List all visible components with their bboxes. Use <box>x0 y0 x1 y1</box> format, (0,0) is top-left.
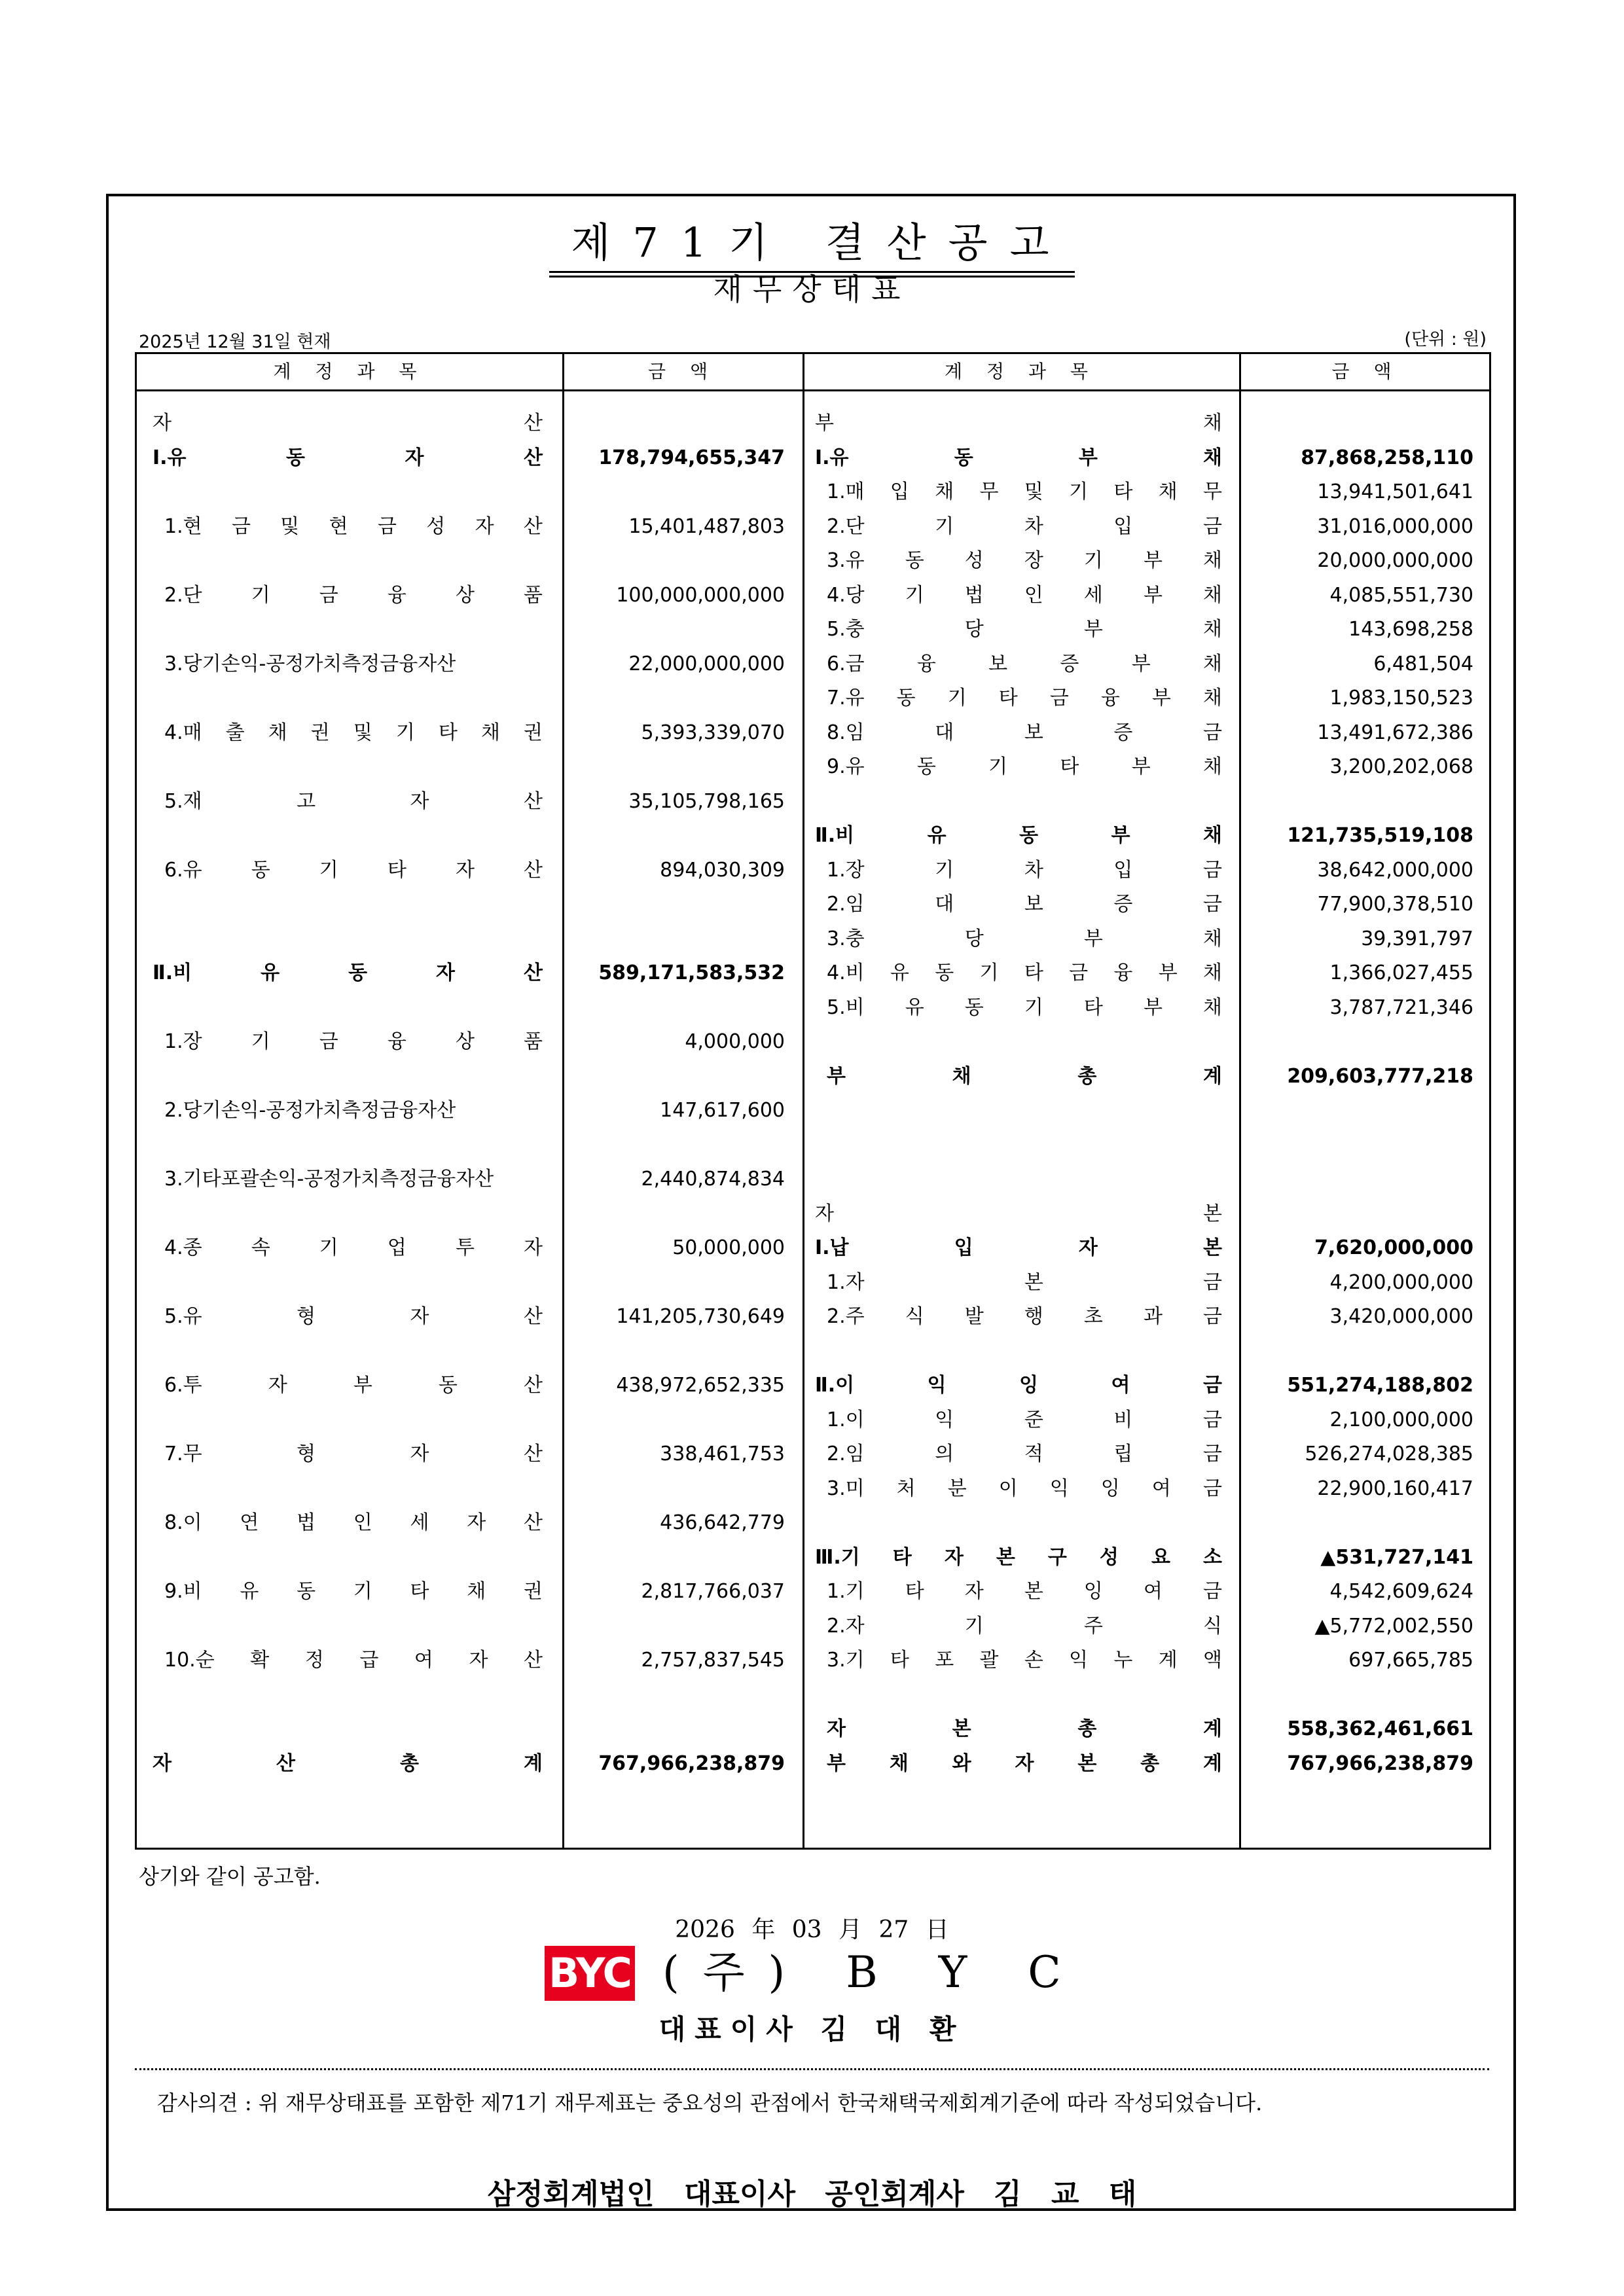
header-left-amount: 금 액 <box>648 361 717 382</box>
account-label: 3.유 동 성 장 기 부 채 <box>827 549 1222 572</box>
account-label: 7.무 형 자 산 <box>164 1443 543 1465</box>
amount-value: 5,393,339,070 <box>641 721 785 744</box>
header-right-amount: 금 액 <box>1331 361 1401 382</box>
amount-value: 589,171,583,532 <box>598 961 785 984</box>
account-label: 10.순 확 정 급 여 자 산 <box>164 1649 543 1672</box>
account-label: 9.유 동 기 타 부 채 <box>827 755 1222 778</box>
account-label: 3.기 타 포 괄 손 익 누 계 액 <box>827 1649 1222 1672</box>
amount-value: 15,401,487,803 <box>628 514 785 538</box>
company-name: (주) B Y C <box>662 1947 1085 1998</box>
account-label: 2.단 기 금 융 상 품 <box>164 583 543 607</box>
amount-value: 178,794,655,347 <box>598 446 785 469</box>
amount-value: 87,868,258,110 <box>1301 446 1473 469</box>
account-label: 4.매 출 채 권 및 기 타 채 권 <box>164 721 543 744</box>
amount-value: 100,000,000,000 <box>616 583 785 607</box>
account-label: 자 산 <box>153 412 543 435</box>
account-label: 2.단 기 차 입 금 <box>827 514 1222 538</box>
account-label: 2.임 의 적 립 금 <box>827 1443 1222 1465</box>
balance-sheet-table <box>135 352 1491 1850</box>
amount-value: 526,274,028,385 <box>1305 1443 1473 1465</box>
amount-value: 143,698,258 <box>1348 618 1473 641</box>
amount-value: 697,665,785 <box>1348 1649 1473 1672</box>
amount-value: 2,817,766,037 <box>641 1580 785 1603</box>
account-label: 4.비 유 동 기 타 금 융 부 채 <box>827 961 1222 984</box>
account-label: 1.장 기 차 입 금 <box>827 858 1222 882</box>
amount-value: 4,542,609,624 <box>1329 1580 1473 1603</box>
amount-value: 4,085,551,730 <box>1329 583 1473 607</box>
account-label: 5.유 형 자 산 <box>164 1305 543 1328</box>
notice-text: 상기와 같이 공고함. <box>139 1864 321 1889</box>
account-label: 1.기 타 자 본 잉 여 금 <box>827 1580 1222 1603</box>
amount-value: 22,000,000,000 <box>628 652 785 675</box>
dotted-divider <box>135 2068 1489 2070</box>
header-divider <box>137 389 1489 391</box>
account-label: 1.매 입 채 무 및 기 타 채 무 <box>827 480 1222 503</box>
amount-value: 141,205,730,649 <box>616 1305 785 1328</box>
amount-value: 3,420,000,000 <box>1329 1305 1473 1328</box>
account-label: Ⅱ.비 유 동 부 채 <box>815 824 1222 847</box>
account-label: 2.당기손익-공정가치측정금융자산 <box>164 1099 456 1122</box>
title-block <box>0 217 1624 273</box>
account-label: 3.미 처 분 이 익 잉 여 금 <box>827 1477 1222 1500</box>
amount-value: 3,200,202,068 <box>1329 755 1473 778</box>
column-divider <box>803 354 804 1848</box>
amount-value: 50,000,000 <box>672 1236 785 1259</box>
account-label: 4.종 속 기 업 투 자 <box>164 1236 543 1259</box>
amount-value: 121,735,519,108 <box>1287 824 1473 847</box>
amount-value: 209,603,777,218 <box>1287 1064 1473 1088</box>
amount-value: 4,200,000,000 <box>1329 1270 1473 1294</box>
column-divider <box>1239 354 1241 1848</box>
amount-value: 436,642,779 <box>660 1511 785 1534</box>
amount-value: 147,617,600 <box>660 1099 785 1122</box>
amount-value: 13,491,672,386 <box>1317 721 1473 744</box>
amount-value: 2,100,000,000 <box>1329 1408 1473 1431</box>
account-label: 자 본 <box>815 1202 1222 1225</box>
amount-value: 1,983,150,523 <box>1329 687 1473 709</box>
account-label: Ⅱ.이 익 잉 여 금 <box>815 1374 1222 1397</box>
account-label: Ⅲ.기 타 자 본 구 성 요 소 <box>815 1545 1222 1569</box>
account-label: 1.장 기 금 융 상 품 <box>164 1030 543 1053</box>
amount-value: 2,440,874,834 <box>641 1168 785 1191</box>
column-divider <box>562 354 564 1848</box>
account-label: Ⅰ.유 동 자 산 <box>153 446 543 469</box>
amount-value: 2,757,837,545 <box>641 1649 785 1672</box>
account-label: 6.투 자 부 동 산 <box>164 1374 543 1397</box>
amount-value: 4,000,000 <box>685 1030 785 1053</box>
account-label: 5.충 당 부 채 <box>827 618 1222 641</box>
unit-label: (단위 : 원) <box>1404 329 1487 350</box>
account-label: 4.당 기 법 인 세 부 채 <box>827 583 1222 607</box>
account-label: 부 채 총 계 <box>827 1064 1222 1088</box>
amount-value: 3,787,721,346 <box>1329 996 1473 1019</box>
account-label: 6.유 동 기 타 자 산 <box>164 858 543 882</box>
account-label: 2.자 기 주 식 <box>827 1614 1222 1638</box>
amount-value: 13,941,501,641 <box>1317 480 1473 503</box>
amount-value: 39,391,797 <box>1361 927 1473 950</box>
amount-value: 7,620,000,000 <box>1314 1236 1473 1259</box>
amount-value: 767,966,238,879 <box>1287 1751 1473 1775</box>
account-label: 7.유 동 기 타 금 융 부 채 <box>827 687 1222 709</box>
amount-value: 22,900,160,417 <box>1317 1477 1473 1500</box>
amount-value: 894,030,309 <box>660 858 785 882</box>
account-label: 3.충 당 부 채 <box>827 927 1222 950</box>
amount-value: 35,105,798,165 <box>628 789 785 813</box>
account-label: 9.비 유 동 기 타 채 권 <box>164 1580 543 1603</box>
account-label: 3.당기손익-공정가치측정금융자산 <box>164 652 456 675</box>
audit-opinion: 감사의견 : 위 재무상태표를 포함한 제71기 재무제표는 중요성의 관점에서 한국채택국제회계기준에 따라 작성되었습니다. <box>157 2090 1263 2115</box>
page-subtitle: 재무상태표 <box>713 272 911 307</box>
amount-value: ▲5,772,002,550 <box>1314 1614 1473 1638</box>
byc-logo: BYC <box>545 1946 635 2001</box>
amount-value: 1,366,027,455 <box>1329 961 1473 984</box>
amount-value: 6,481,504 <box>1373 652 1473 675</box>
account-label: 2.주 식 발 행 초 과 금 <box>827 1305 1222 1328</box>
amount-value: 38,642,000,000 <box>1317 858 1473 882</box>
amount-value: 767,966,238,879 <box>598 1751 785 1775</box>
account-label: 부 채 <box>815 412 1222 435</box>
account-label: 부 채 와 자 본 총 계 <box>827 1751 1222 1775</box>
account-label: 자 본 총 계 <box>827 1717 1222 1740</box>
account-label: 2.임 대 보 증 금 <box>827 893 1222 916</box>
account-label: 8.이 연 법 인 세 자 산 <box>164 1511 543 1534</box>
account-label: 5.재 고 자 산 <box>164 789 543 813</box>
amount-value: 338,461,753 <box>660 1443 785 1465</box>
account-label: Ⅰ.유 동 부 채 <box>815 446 1222 469</box>
amount-value: 558,362,461,661 <box>1287 1717 1473 1740</box>
sign-date: 2026 年 03 月 27 日 <box>675 1916 949 1943</box>
account-label: 8.임 대 보 증 금 <box>827 721 1222 744</box>
account-label: 자 산 총 계 <box>153 1751 543 1775</box>
auditor-signature: 삼정회계법인 대표이사 공인회계사 김 교 태 <box>487 2178 1137 2211</box>
account-label: 1.현 금 및 현 금 성 자 산 <box>164 514 543 538</box>
account-label: 3.기타포괄손익-공정가치측정금융자산 <box>164 1168 494 1191</box>
account-label: Ⅰ.납 입 자 본 <box>815 1236 1222 1259</box>
amount-value: 31,016,000,000 <box>1317 514 1473 538</box>
as-of-date: 2025년 12월 31일 현재 <box>139 332 331 352</box>
amount-value: 438,972,652,335 <box>616 1374 785 1397</box>
account-label: Ⅱ.비 유 동 자 산 <box>153 961 543 984</box>
account-label: 1.자 본 금 <box>827 1270 1222 1294</box>
header-left-account: 계 정 과 목 <box>273 361 426 382</box>
amount-value: 551,274,188,802 <box>1287 1374 1473 1397</box>
page-title: 제71기 결산공고 <box>549 217 1075 273</box>
header-right-account: 계 정 과 목 <box>945 361 1097 382</box>
amount-value: 77,900,378,510 <box>1317 893 1473 916</box>
account-label: 1.이 익 준 비 금 <box>827 1408 1222 1431</box>
amount-value: ▲531,727,141 <box>1320 1545 1473 1569</box>
ceo-name: 대표이사 김 대 환 <box>659 2013 965 2045</box>
amount-value: 20,000,000,000 <box>1317 549 1473 572</box>
account-label: 6.금 융 보 증 부 채 <box>827 652 1222 675</box>
account-label: 5.비 유 동 기 타 부 채 <box>827 996 1222 1019</box>
